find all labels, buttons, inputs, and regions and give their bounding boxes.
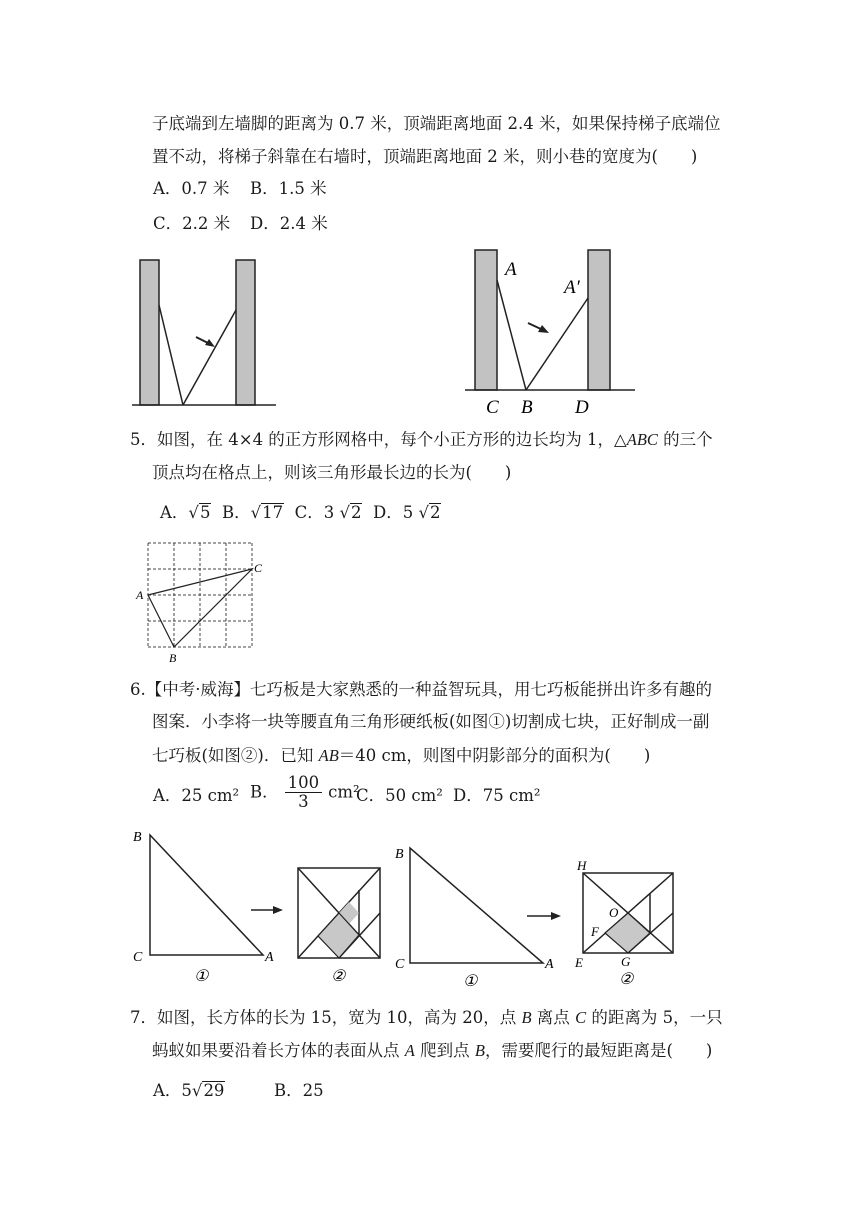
ladder-right [526,298,588,390]
q7-text-line2 [152,1039,712,1063]
sq2-label-h: H [577,858,587,873]
q6-text-line1: 6.【中考·威海】七巧板是大家熟悉的一种益智玩具，用七巧板能拼出许多有趣的 [130,680,712,699]
label-b: B [521,397,533,418]
q5-text-line2: 顶点均在格点上，则该三角形最长边的长为( ) [152,463,512,482]
q5-option-a-radicand: 5 [199,503,211,522]
right-wall [236,260,255,405]
q7-option-a-radicand: 29 [203,1081,225,1100]
label-a-prime: A′ [564,277,580,298]
q7-line2-post: ，需要爬行的最短距离是( ) [484,1041,713,1060]
q5-option-d-label: D．5 [372,503,414,522]
q7-line2-a: A [404,1041,415,1060]
q7-line1-pre: 7．如图，长方体的长为 15，宽为 10，高为 20，点 [130,1008,522,1027]
q7-line1-c: C [575,1008,587,1027]
label-a: A [136,588,144,602]
q7-line2-pre: 蚂蚁如果要沿着长方体的表面从点 [152,1041,405,1060]
square2-caption: ② [619,971,634,988]
q6-line3-pre: 七巧板(如图②)．已知 [152,746,319,765]
q6-option-b-label: B． [250,782,279,802]
tri1-label-c: C [133,950,143,965]
q6-option-b-numerator: 100 [285,774,323,793]
q7-line2-mid: 爬到点 [414,1041,475,1060]
q7-line2-b: B [474,1041,485,1060]
q6-text-line2: 图案．小李将一块等腰直角三角形硬纸板(如图①)切割成七块，正好制成一副 [152,712,710,731]
q4-text-line1: 子底端到左墙脚的距离为 0.7 米，顶端距离地面 2.4 米，如果保持梯子底端位 [152,114,721,133]
q7-text-line1 [130,1006,723,1030]
q6-text-line3 [152,744,650,768]
arrow-1-head [273,906,283,914]
label-a: A [505,259,517,280]
q6-line3-post: ＝40 cm，则图中阴影部分的面积为( ) [338,746,651,765]
left-wall [140,260,159,405]
q5-text-line1 [130,428,713,452]
sq2-label-f: F [591,924,599,939]
q5-option-c-label: C．3 [294,503,335,522]
tri1-label-a: A [265,950,274,965]
q4-figure-left [130,255,280,415]
q7-option-a-label: A．5 [153,1081,192,1100]
q6-option-b-fraction [285,774,323,811]
tri2-caption: ① [463,973,478,990]
ladder-left [497,280,526,390]
triangle-abc-2 [410,848,543,963]
q4-option-a: A．0.7 米 [153,179,230,198]
label-b: B [169,651,177,665]
q6-figure [125,820,705,990]
triangle-abc-1 [150,835,263,955]
q4-option-b: B．1.5 米 [250,179,327,198]
tri2-label-b: B [395,847,404,862]
ladder-right [183,310,236,405]
q6-option-c: C．50 cm² [356,786,443,805]
q7-line1-b: B [521,1008,532,1027]
q4-option-c: C．2.2 米 [153,214,231,233]
label-c: C [486,397,499,418]
q4-option-d: D．2.4 米 [250,214,328,233]
q5-option-d-radicand: 2 [429,503,441,522]
q6-option-d: D．75 cm² [453,786,541,805]
label-d: D [575,397,589,418]
q7-option-b: B．25 [274,1081,324,1100]
q6-option-a: A．25 cm² [153,786,240,805]
grid-lines [148,543,252,647]
q7-line1-mid: 离点 [531,1008,576,1027]
left-wall [475,250,497,390]
tri1-label-b: B [133,830,142,845]
q4-figure-right [460,245,640,420]
q5-line1-post: 的三个 [657,430,713,449]
sq2-label-o: O [609,905,619,920]
square1-caption: ② [331,968,346,985]
right-wall [588,250,610,390]
q5-line1-var: ABC [626,430,658,449]
tri2-label-c: C [395,957,405,972]
q7-option-a: A．5√29 [153,1081,225,1100]
q5-options: A．√5 B．√17 C．3 √2 D．5 √2 [160,503,441,522]
ladder-left [159,305,183,405]
q4-text-line2: 置不动，将梯子斜靠在右墙时，顶端距离地面 2 米，则小巷的宽度为( ) [152,147,698,166]
q7-line1-post: 的距离为 5，一只 [586,1008,723,1027]
tri2-label-a: A [545,957,554,972]
q5-option-c-radicand: 2 [350,503,362,522]
q5-option-b-radicand: 17 [262,503,284,522]
q6-option-b-denominator: 3 [298,792,309,811]
tri1-caption: ① [194,968,209,985]
arrow-head [205,339,215,347]
label-c: C [254,561,263,575]
q5-line1-pre: 5．如图，在 4×4 的正方形网格中，每个小正方形的边长均为 1，△ [130,430,627,449]
q6-line3-var: AB [318,746,339,765]
q5-option-b-label: B． [221,503,251,522]
q6-option-b-unit: cm² [328,782,360,802]
arrow-2-head [551,912,561,920]
q5-grid-figure [130,535,270,670]
sq2-label-g: G [621,954,631,969]
q5-option-a-label: A． [160,503,189,522]
sq2-label-e: E [575,955,583,970]
q6-option-b [250,774,360,811]
